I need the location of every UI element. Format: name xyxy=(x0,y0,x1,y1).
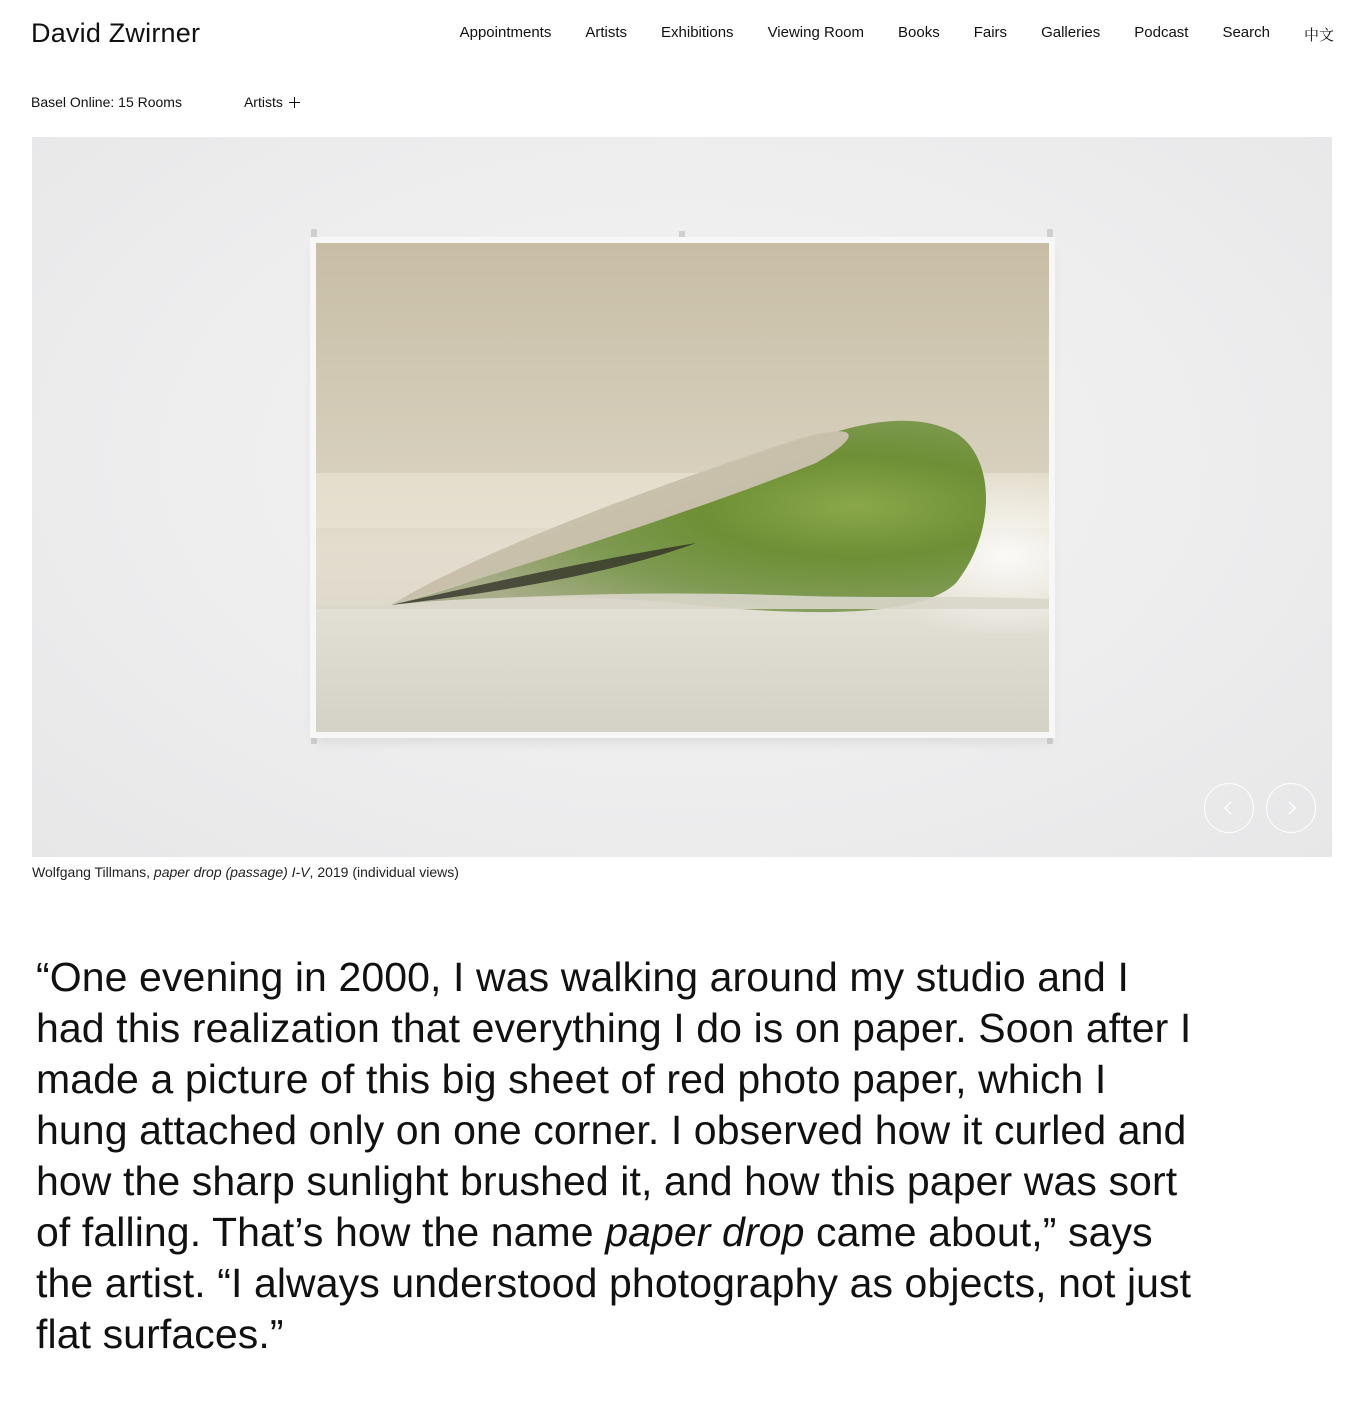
pin-left xyxy=(311,229,317,238)
carousel-next-button[interactable] xyxy=(1266,783,1316,833)
artists-dropdown-label: Artists xyxy=(243,94,283,110)
nav-podcast[interactable]: Podcast xyxy=(1134,24,1189,41)
chevron-left-icon xyxy=(1221,800,1237,816)
artists-dropdown[interactable] xyxy=(244,94,300,110)
nav-galleries[interactable]: Galleries xyxy=(1041,24,1101,41)
nav-viewing-room[interactable]: Viewing Room xyxy=(767,24,865,41)
nav-language-chinese[interactable]: 中文 xyxy=(1303,27,1334,44)
plus-icon xyxy=(289,97,300,108)
sub-navigation xyxy=(31,94,300,110)
pin-right xyxy=(1047,229,1053,238)
caption-details: , 2019 (individual views) xyxy=(309,864,459,880)
image-carousel xyxy=(32,137,1332,857)
site-header xyxy=(0,0,1364,72)
nav-exhibitions[interactable]: Exhibitions xyxy=(661,24,734,41)
section-title[interactable]: Basel Online: 15 Rooms xyxy=(31,94,182,110)
artist-quote xyxy=(36,952,1196,1360)
nav-books[interactable]: Books xyxy=(898,24,940,41)
artwork-image xyxy=(316,243,1049,732)
pin-bottom-left xyxy=(311,735,317,744)
main-nav xyxy=(426,24,1334,45)
nav-artists[interactable]: Artists xyxy=(585,24,628,41)
paper-drop-photograph xyxy=(316,243,1049,732)
nav-appointments[interactable]: Appointments xyxy=(459,24,552,41)
caption-title: paper drop (passage) I-V xyxy=(153,864,310,880)
nav-search[interactable]: Search xyxy=(1222,24,1270,41)
quote-text-part2: came about,” says the artist. “I always understood photography as objects, not just flat surfaces.” xyxy=(36,1209,1192,1357)
carousel-prev-button[interactable] xyxy=(1204,783,1254,833)
image-caption xyxy=(32,864,459,880)
nav-fairs[interactable]: Fairs xyxy=(973,24,1008,41)
pin-center xyxy=(679,231,685,240)
quote-text-part1: “One evening in 2000, I was walking around my studio and I had this realization that everything I do is on paper. Soon after I made a picture of this big sheet of red photo paper, which I hung attached only on one corner. I observed how it curled and how the sharp sunlight brushed it, and how this paper was sort of falling. That’s how the name xyxy=(36,954,1192,1255)
quote-emphasis: paper drop xyxy=(605,1209,805,1255)
pin-bottom-right xyxy=(1047,735,1053,744)
logo[interactable]: David Zwirner xyxy=(31,18,201,48)
caption-artist: Wolfgang Tillmans, xyxy=(32,864,151,880)
chevron-right-icon xyxy=(1283,800,1299,816)
